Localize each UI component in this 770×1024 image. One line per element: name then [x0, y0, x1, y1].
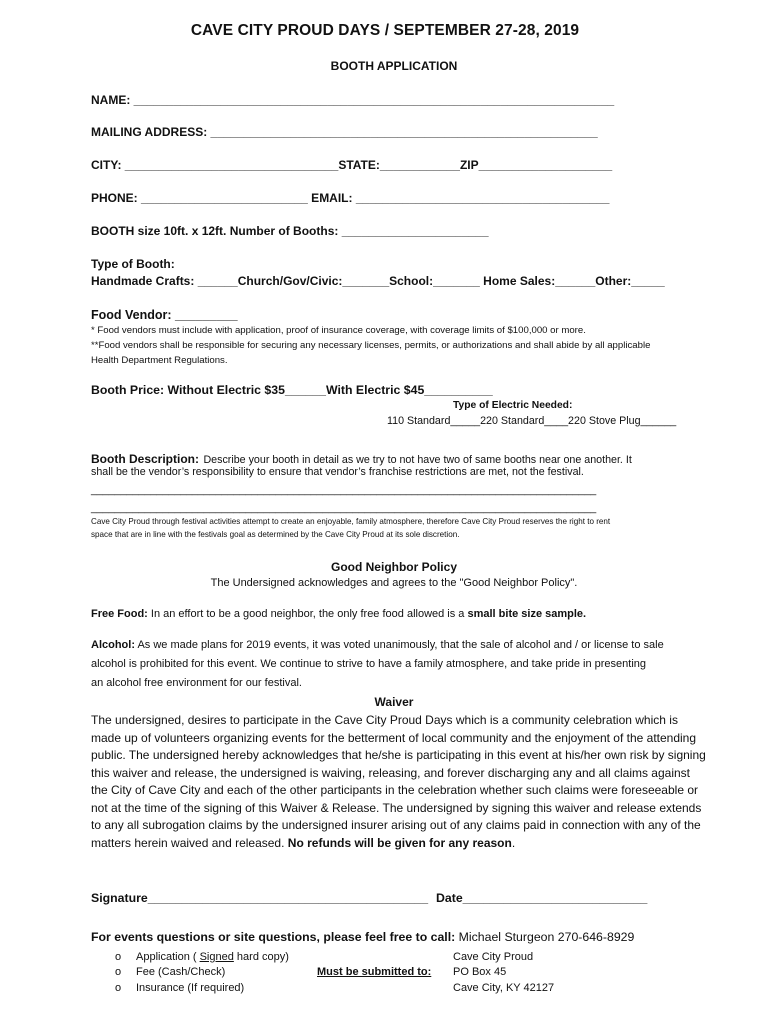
list-item-fee: Fee (Cash/Check) — [136, 966, 226, 978]
list-item-insurance: Insurance (If required) — [136, 982, 245, 994]
free-food-label: Free Food: — [91, 608, 148, 620]
alcohol-line-3: an alcohol free environment for our festival. — [91, 677, 302, 689]
list-item-application: Application ( Signed hard copy) — [136, 951, 289, 963]
signature-field[interactable]: Signature_________________________________________ — [91, 891, 429, 905]
rent-note-2: space that are in line with the festivals goal as determined by the Cave City Proud at its sole discretion. — [91, 530, 460, 539]
city-state-zip-field[interactable]: CITY: ________________________________STATE:____________ZIP____________________ — [91, 158, 613, 172]
waiver-text — [91, 712, 706, 852]
contact-line — [91, 930, 634, 944]
electric-options[interactable]: 110 Standard_____220 Standard____220 Stove Plug______ — [387, 415, 677, 427]
submit-label: Must be submitted to: — [317, 966, 432, 978]
alcohol-line-1 — [91, 639, 664, 651]
bullet-icon: o — [115, 951, 122, 963]
alcohol-text-1: As we made plans for 2019 events, it was voted unanimously, that the sale of alcohol and / or license to sale — [135, 639, 664, 651]
description-blank-2[interactable]: _____________________________________________________________________________________ — [91, 502, 597, 514]
booth-description-text-2: shall be the vendor’s responsibility to ensure that vendor’s franchise restrictions are met, not the festival. — [91, 466, 584, 478]
bullet-icon: o — [115, 982, 122, 994]
contact-question: For events questions or site questions, please feel free to call: — [91, 930, 456, 944]
mailing-address-field[interactable]: MAILING ADDRESS: __________________________________________________________ — [91, 125, 598, 139]
free-food-bold: small bite size sample. — [467, 608, 587, 620]
rent-note-1: Cave City Proud through festival activities attempt to create an enjoyable, family atmosphere, therefore Cave City Proud reserves the right to rent — [91, 517, 611, 526]
bullet-icon: o — [115, 966, 122, 978]
address-line-2: PO Box 45 — [453, 966, 507, 978]
page-title: CAVE CITY PROUD DAYS / SEPTEMBER 27-28, 2019 — [190, 22, 580, 39]
contact-person: Michael Sturgeon 270-646-8929 — [455, 930, 635, 944]
name-field[interactable]: NAME: ________________________________________________________________________ — [91, 93, 615, 107]
waiver-body: The undersigned, desires to participate in the Cave City Proud Days which is a community celebration which is made up of volunteers organizing events for the betterment of local community and the enjoyment of the attending public. The undersigned hereby acknowledges that he/she is participating in this event at his/her own risk by signing this waiver and release, the undersigned is waiving, releasing, and forever discharging any and all claims against the City of Cave City and each of the other participants in the celebration whether such claims were foreseeable or not at the time of the signing of this Waiver & Release. The undersigned by signing this waiver and release extends to any all subrogation claims by the undersigned insurer arising out of any claims paid in connection with any of the matters herein waived and released. — [91, 713, 706, 850]
waiver-period: . — [511, 835, 516, 850]
alcohol-line-2: alcohol is prohibited for this event. We continue to strive to have a family atmosphere, and take pride in presenting — [91, 658, 646, 670]
food-note-2a: **Food vendors shall be responsible for securing any necessary licenses, permits, or authorizations and shall abide by all applicable — [91, 340, 651, 351]
booth-price-field[interactable]: Booth Price: Without Electric $35______With Electric $45__________ — [91, 383, 493, 397]
food-note-2b: Health Department Regulations. — [91, 355, 228, 366]
free-food-text: In an effort to be a good neighbor, the only free food allowed is a — [147, 608, 468, 620]
waiver-no-refunds: No refunds will be given for any reason — [287, 835, 512, 850]
booth-size-field[interactable]: BOOTH size 10ft. x 12ft. Number of Booths: ______________________ — [91, 224, 489, 238]
type-of-booth-heading: Type of Booth: — [91, 257, 175, 271]
food-note-1: * Food vendors must include with application, proof of insurance coverage, with coverage limits of $100,000 or more. — [91, 325, 586, 336]
phone-email-field[interactable]: PHONE: _________________________ EMAIL: ______________________________________ — [91, 191, 610, 205]
good-neighbor-ack: The Undersigned acknowledges and agrees to the "Good Neighbor Policy". — [210, 577, 578, 589]
address-line-3: Cave City, KY 42127 — [453, 982, 555, 994]
free-food-line — [91, 608, 586, 620]
address-line-1: Cave City Proud — [453, 951, 534, 963]
food-vendor-field[interactable]: Food Vendor: _________ — [91, 308, 238, 322]
waiver-heading: Waiver — [374, 695, 414, 709]
type-of-booth-options[interactable]: Handmade Crafts: ______Church/Gov/Civic:_______School:_______ Home Sales:______Other:_____ — [91, 274, 665, 288]
good-neighbor-heading: Good Neighbor Policy — [330, 560, 457, 574]
booth-description-label: Booth Description: — [91, 452, 199, 466]
booth-description-text-1: Describe your booth in detail as we try to not have two of same booths near one another. It — [203, 454, 632, 466]
alcohol-label: Alcohol: — [91, 639, 135, 651]
subtitle: BOOTH APPLICATION — [330, 59, 458, 73]
description-blank-1[interactable]: _____________________________________________________________________________________ — [91, 484, 597, 496]
date-field[interactable]: Date___________________________ — [436, 891, 648, 905]
electric-heading: Type of Electric Needed: — [453, 400, 573, 411]
